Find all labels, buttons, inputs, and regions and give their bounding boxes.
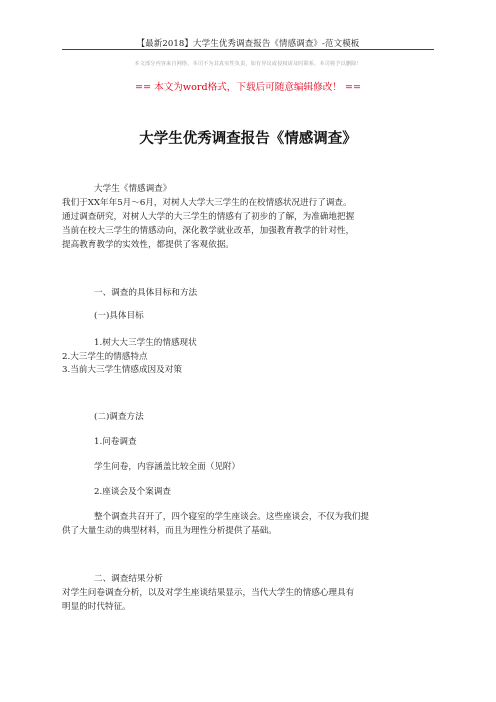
document-title: 大学生优秀调查报告《情感调查》 <box>139 130 357 147</box>
section-text: 明显的时代特征。 <box>62 602 131 612</box>
method-text: 供了大量生动的典型材料，而且为理性分析提供了基础。 <box>62 526 277 536</box>
section-text: 对学生问卷调查分析，以及对学生座谈结果显示，当代大学生的情感心理具有 <box>62 588 355 598</box>
subsection-heading: (二)调查方法 <box>94 412 144 422</box>
intro-line: 我们于XX年年5月～6月，对树人大学大三学生的在校情感状况进行了调查。 <box>62 198 352 208</box>
header-divider <box>62 49 434 50</box>
intro-line: 通过调查研究，对树人大学的大三学生的情感有了初步的了解，为准确地把握 <box>62 212 355 222</box>
method-heading: 2.座谈会及个案调查 <box>94 487 171 497</box>
method-heading: 1.问卷调查 <box>94 437 137 447</box>
method-text: 学生问卷，内容涵盖比较全面（见附） <box>94 462 241 472</box>
intro-line: 大学生《情感调查》 <box>94 184 172 194</box>
goal-item: 3.当前大三学生情感成因及对策 <box>62 365 182 375</box>
intro-line: 提高教育教学的实效性，都提供了客观依据。 <box>62 240 234 250</box>
disclaimer-text: 本文部分内容来自网络，本司不为其真实性负责，如有异议或侵权请及时联系，本司将予以删除！ <box>134 61 362 67</box>
goal-item: 2.大三学生的情感特点 <box>62 352 148 362</box>
page-header-title: 【最新2018】大学生优秀调查报告《情感调查》-范文模板 <box>136 39 360 49</box>
word-format-note: == 本文为word格式，下载后可随意编辑修改！ == <box>134 82 362 93</box>
method-text: 整个调查共召开了，四个寝室的学生座谈会。这些座谈会，不仅为我们提 <box>94 512 370 522</box>
subsection-heading: (一)具体目标 <box>94 311 144 321</box>
section-heading: 二、调查结果分析 <box>94 574 163 584</box>
section-heading: 一、调查的具体目标和方法 <box>94 288 198 298</box>
goal-item: 1.树大大三学生的情感现状 <box>94 338 197 348</box>
intro-line: 当前在校大三学生的情感动向，深化教学就业改革，加强教育教学的针对性， <box>62 226 355 236</box>
